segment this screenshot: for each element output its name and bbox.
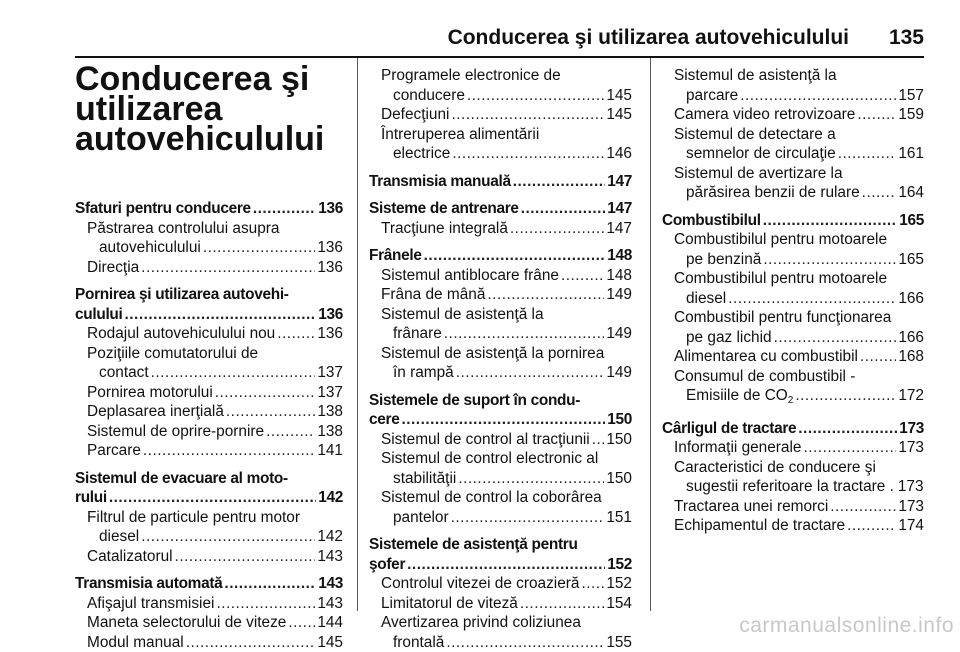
toc-item[interactable]: Alimentarea cu combustibil ..... 168 [662,347,924,367]
toc-section-sfaturi[interactable]: Sfaturi pentru conducere ..... 136 [75,199,343,219]
toc-item[interactable]: Filtrul de particule pentru motor diesel ..... 142 [75,508,343,547]
toc-item[interactable]: Combustibilul pentru motoarele pe benzină ..... 165 [662,230,924,269]
subscript-2: 2 [788,395,794,406]
toc-item[interactable]: Sistemul de asistenţă la pornirea în rampă ..... 149 [369,344,632,383]
toc-item[interactable]: Echipamentul de tractare ..... 174 [662,516,924,536]
toc-item[interactable]: Catalizatorul ..... 143 [75,547,343,567]
chapter-title: Conducerea şi utilizarea autovehiculului [75,64,343,154]
toc-item[interactable]: Camera video retrovizoare ..... 159 [662,105,924,125]
toc-section-carligul[interactable]: Cârligul de tractare ..... 173 [662,419,924,439]
toc-item[interactable]: Deplasarea inerţială ..... 138 [75,402,343,422]
toc-item[interactable]: Defecţiuni ..... 145 [369,105,632,125]
toc-item[interactable]: Tractarea unei remorci ..... 173 [662,497,924,517]
toc-column-2 [369,66,632,652]
header-title: Conducerea şi utilizarea autovehiculului [448,26,849,50]
toc-item[interactable]: Afişajul transmisiei ..... 143 [75,594,343,614]
toc-item[interactable]: Sistemul de detectare a semnelor de circulaţie ..... 161 [662,125,924,164]
toc-section-franele[interactable]: Frânele ..... 148 [369,246,632,266]
toc-section-combustibilul[interactable]: Combustibilul ..... 165 [662,211,924,231]
toc-item[interactable]: Combustibilul pentru motoarele diesel ..... 166 [662,269,924,308]
toc-item[interactable]: Rodajul autovehiculului nou ..... 136 [75,324,343,344]
toc-item[interactable]: Parcare ..... 141 [75,441,343,461]
toc-item[interactable]: Avertizarea privind coliziunea frontală ..... 155 [369,613,632,652]
toc-item[interactable]: Controlul vitezei de croazieră ..... 152 [369,574,632,594]
toc-item[interactable]: Caracteristici de conducere şi sugestii referitoare la tractare . 173 [662,458,924,497]
toc-item[interactable]: Sistemul de asistenţă la parcare ..... 157 [662,66,924,105]
column-divider [357,58,358,611]
toc-section-transmisia-manuala[interactable]: Transmisia manuală ..... 147 [369,172,632,192]
toc-section-evacuare[interactable]: Sistemul de evacuare al moto- rului ..... 142 [75,469,343,508]
toc-item[interactable]: Combustibil pentru funcţionarea pe gaz lichid ..... 166 [662,308,924,347]
toc-item[interactable]: Sistemul de control la coborârea pantelor ..... 151 [369,488,632,527]
toc-item[interactable]: Sistemul de asistenţă la frânare ..... 149 [369,305,632,344]
toc-item[interactable]: Sistemul de oprire-pornire ..... 138 [75,422,343,442]
toc-item[interactable]: Modul manual ..... 145 [75,633,343,652]
toc-section-transmisia-automata[interactable]: Transmisia automată ..... 143 [75,574,343,594]
toc-item[interactable]: Întreruperea alimentării electrice ..... 146 [369,125,632,164]
toc-section-pornirea[interactable]: Pornirea şi utilizarea autovehi- culului ..... 136 [75,285,343,324]
toc-item[interactable]: Sistemul de control electronic al stabilităţii ..... 150 [369,449,632,488]
page-header [0,0,960,56]
column-divider [650,58,651,611]
header-page-number: 135 [889,26,924,50]
toc-item[interactable]: Sistemul de control al tracţiunii ..... 150 [369,430,632,450]
toc-section-suport[interactable]: Sistemele de suport în condu- cere ..... 150 [369,391,632,430]
toc-item[interactable]: Limitatorul de viteză ..... 154 [369,594,632,614]
toc-item[interactable]: Poziţiile comutatorului de contact ..... 137 [75,344,343,383]
toc-column-3 [662,66,924,536]
toc-item[interactable]: Frâna de mână ..... 149 [369,285,632,305]
watermark: carmanualsonline.info [739,614,954,638]
toc-item[interactable]: Sistemul de avertizare la părăsirea benzii de rulare ..... 164 [662,164,924,203]
toc-item[interactable]: Informaţii generale ..... 173 [662,438,924,458]
toc-item[interactable]: Programele electronice de conducere ..... 145 [369,66,632,105]
toc-item[interactable]: Maneta selectorului de viteze ..... 144 [75,613,343,633]
toc-item[interactable]: Sistemul antiblocare frâne ..... 148 [369,266,632,286]
toc-section-antrenare[interactable]: Sisteme de antrenare ..... 147 [369,199,632,219]
toc-item[interactable]: Direcţia ..... 136 [75,258,343,278]
toc-item[interactable]: Consumul de combustibil - Emisiile de $CO_2$ ..... 172 [662,367,924,411]
toc-item[interactable]: Păstrarea controlului asupra autovehiculului ..... 136 [75,219,343,258]
toc-item[interactable]: Pornirea motorului ..... 137 [75,383,343,403]
toc-item[interactable]: Tracţiune integrală ..... 147 [369,219,632,239]
toc-section-asistenta-sofer[interactable]: Sistemele de asistenţă pentru şofer ..... 152 [369,535,632,574]
toc-column-1 [75,58,343,652]
